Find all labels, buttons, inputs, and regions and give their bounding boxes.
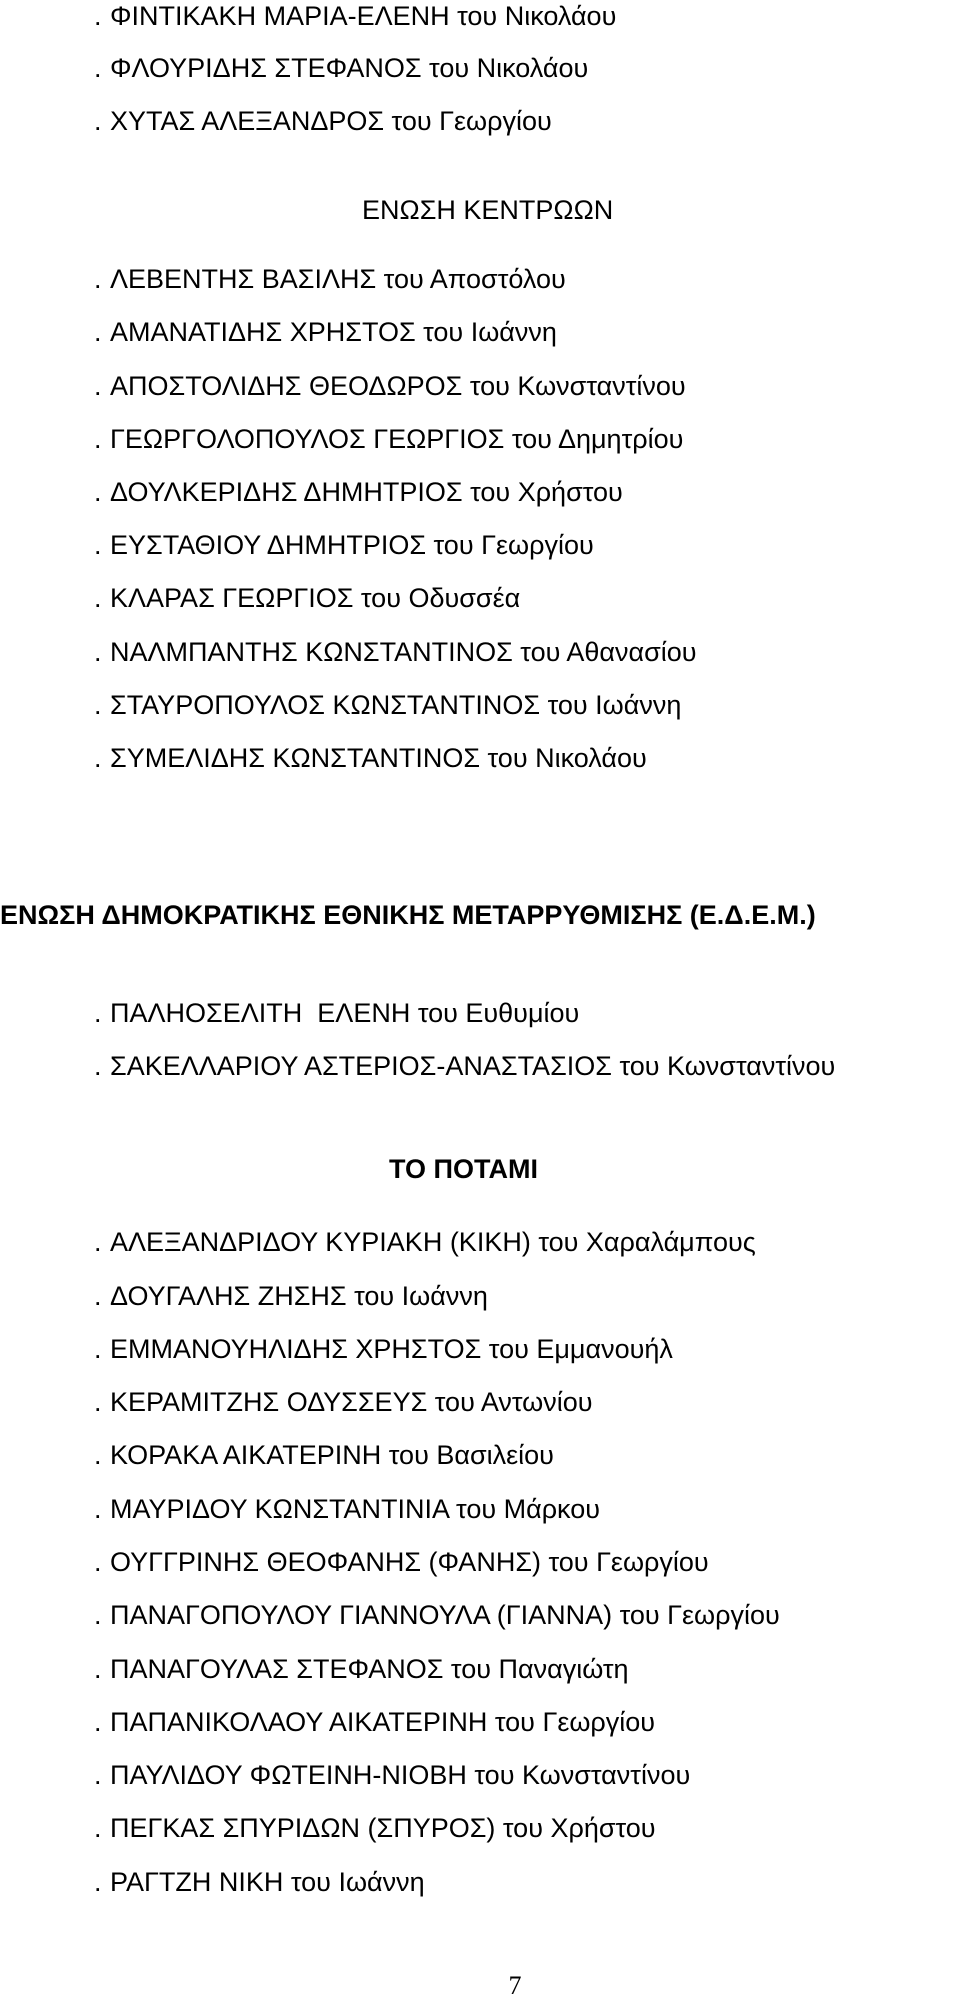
item-name: ΠΑΛΗΟΣΕΛΙΤΗ ΕΛΕΝΗ του Ευθυμίου	[110, 998, 580, 1028]
item-name: ΠΑΝΑΓΟΥΛΑΣ ΣΤΕΦΑΝΟΣ του Παναγιώτη	[110, 1654, 629, 1684]
item-name: ΔΟΥΛΚΕΡΙΔΗΣ ΔΗΜΗΤΡΙΟΣ του Χρήστου	[110, 477, 623, 507]
item-name: ΓΕΩΡΓΟΛΟΠΟΥΛΟΣ ΓΕΩΡΓΙΟΣ του Δημητρίου	[110, 424, 684, 454]
item-name: ΔΟΥΓΑΛΗΣ ΖΗΣΗΣ του Ιωάννη	[110, 1281, 488, 1311]
item-name: ΠΑΠΑΝΙΚΟΛΑΟΥ ΑΙΚΑΤΕΡΙΝΗ του Γεωργίου	[110, 1707, 656, 1737]
item-name: ΟΥΓΓΡΙΝΗΣ ΘΕΟΦΑΝΗΣ (ΦΑΝΗΣ) του Γεωργίου	[110, 1547, 709, 1577]
item-name: ΣΤΑΥΡΟΠΟΥΛΟΣ ΚΩΝΣΤΑΝΤΙΝΟΣ του Ιωάννη	[110, 690, 682, 720]
section-heading-kentroon: ΕΝΩΣΗ ΚΕΝΤΡΩΩΝ	[362, 195, 614, 225]
item-name: ΡΑΓΤΖΗ ΝΙΚΗ του Ιωάννη	[110, 1867, 425, 1897]
item-name: ΦΛΟΥΡΙΔΗΣ ΣΤΕΦΑΝΟΣ του Νικολάου	[110, 53, 589, 83]
page-number: 7	[508, 1971, 522, 2000]
item-name: ΠΑΝΑΓΟΠΟΥΛΟΥ ΓΙΑΝΝΟΥΛΑ (ΓΙΑΝΝΑ) του Γεωργίου	[110, 1600, 780, 1630]
section-heading-edem: ΕΝΩΣΗ ΔΗΜΟΚΡΑΤΙΚΗΣ ΕΘΝΙΚΗΣ ΜΕΤΑΡΡΥΘΜΙΣΗΣ (Ε.Δ.Ε.Μ.)	[0, 900, 816, 930]
item-name: ΝΑΛΜΠΑΝΤΗΣ ΚΩΝΣΤΑΝΤΙΝΟΣ του Αθανασίου	[110, 637, 697, 667]
section-heading-potami: ΤΟ ΠΟΤΑΜΙ	[389, 1154, 538, 1184]
item-name: ΧΥΤΑΣ ΑΛΕΞΑΝΔΡΟΣ του Γεωργίου	[110, 106, 552, 136]
item-name: ΦΙΝΤΙΚΑΚΗ ΜΑΡΙΑ-ΕΛΕΝΗ του Νικολάου	[110, 1, 617, 31]
item-name: ΜΑΥΡΙΔΟΥ ΚΩΝΣΤΑΝΤΙΝΙΑ του Μάρκου	[110, 1494, 601, 1524]
item-name: ΛΕΒΕΝΤΗΣ ΒΑΣΙΛΗΣ του Αποστόλου	[110, 264, 566, 294]
item-name: ΑΛΕΞΑΝΔΡΙΔΟΥ ΚΥΡΙΑΚΗ (ΚΙΚΗ) του Χαραλάμπους	[110, 1227, 756, 1257]
item-name: ΚΟΡΑΚΑ ΑΙΚΑΤΕΡΙΝΗ του Βασιλείου	[110, 1440, 554, 1470]
item-name: ΕΥΣΤΑΘΙΟΥ ΔΗΜΗΤΡΙΟΣ του Γεωργίου	[110, 530, 594, 560]
item-name: ΚΕΡΑΜΙΤΖΗΣ ΟΔΥΣΣΕΥΣ του Αντωνίου	[110, 1387, 593, 1417]
item-name: ΚΛΑΡΑΣ ΓΕΩΡΓΙΟΣ του Οδυσσέα	[110, 583, 521, 613]
item-name: ΕΜΜΑΝΟΥΗΛΙΔΗΣ ΧΡΗΣΤΟΣ του Εμμανουήλ	[110, 1334, 673, 1364]
item-name: ΑΠΟΣΤΟΛΙΔΗΣ ΘΕΟΔΩΡΟΣ του Κωνσταντίνου	[110, 371, 686, 401]
item-name: ΣΥΜΕΛΙΔΗΣ ΚΩΝΣΤΑΝΤΙΝΟΣ του Νικολάου	[110, 743, 647, 773]
item-name: ΠΑΥΛΙΔΟΥ ΦΩΤΕΙΝΗ-ΝΙΟΒΗ του Κωνσταντίνου	[110, 1760, 691, 1790]
item-name: ΣΑΚΕΛΛΑΡΙΟΥ ΑΣΤΕΡΙΟΣ-ΑΝΑΣΤΑΣΙΟΣ του Κωνσταντίνου	[110, 1051, 836, 1081]
item-name: ΑΜΑΝΑΤΙΔΗΣ ΧΡΗΣΤΟΣ του Ιωάννη	[110, 317, 557, 347]
item-name: ΠΕΓΚΑΣ ΣΠΥΡΙΔΩΝ (ΣΠΥΡΟΣ) του Χρήστου	[110, 1813, 656, 1843]
